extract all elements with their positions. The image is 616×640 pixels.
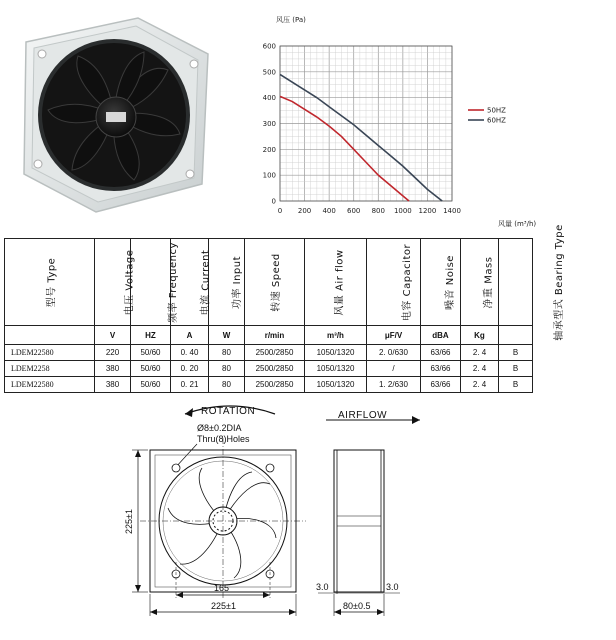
table-cell: 2500/2850 [245, 361, 305, 377]
table-cell: 0. 40 [171, 345, 209, 361]
table-cell: B [499, 377, 533, 393]
x-tick-label: 800 [371, 207, 385, 215]
table-cell: 2. 4 [461, 345, 499, 361]
header-label [550, 224, 565, 341]
header-cn: 电流 [200, 293, 212, 315]
header-en: Current [200, 249, 212, 291]
header-cn: 净重 [483, 286, 495, 308]
header-cell [367, 239, 421, 326]
table-cell: 1050/1320 [305, 361, 367, 377]
header-cell [5, 239, 95, 326]
header-cn: 轴承型式 [553, 298, 565, 341]
header-en: Type [46, 257, 57, 283]
header-cell [421, 239, 461, 326]
table-cell: 63/66 [421, 361, 461, 377]
table-cell: B [499, 361, 533, 377]
table-cell: 50/60 [131, 361, 171, 377]
legend-label: 60HZ [487, 116, 506, 125]
header-cn: 型号 [46, 285, 57, 307]
x-tick-label: 1200 [418, 207, 437, 215]
y-tick-label: 0 [271, 197, 276, 206]
header-cell [209, 239, 245, 326]
header-label [120, 249, 135, 315]
unit-cell: W [209, 326, 245, 345]
table-cell: 2500/2850 [245, 377, 305, 393]
table-cell: 0. 20 [171, 361, 209, 377]
dim-height: 225±1 [124, 509, 134, 534]
header-label [164, 242, 179, 323]
unit-cell [5, 326, 95, 345]
header-en: Voltage [124, 249, 136, 291]
table-cell: 380 [95, 377, 131, 393]
y-tick-label: 500 [262, 68, 276, 77]
dim-right-flange: 3.0 [386, 582, 399, 592]
header-cn: 频率 [167, 301, 179, 323]
header-cell [305, 239, 367, 326]
series-line-50hz [280, 96, 409, 201]
unit-cell: m³/h [305, 326, 367, 345]
header-label [228, 255, 243, 308]
header-en: Air flow [334, 248, 346, 291]
fan-side-outline [334, 450, 384, 592]
y-tick-label: 600 [262, 42, 276, 51]
dimension-drawing [0, 398, 536, 640]
table-cell: 2. 0/630 [367, 345, 421, 361]
table-unit-row [5, 326, 533, 345]
header-cn: 电容 [402, 299, 414, 321]
x-tick-label: 400 [322, 207, 336, 215]
table-cell: LDEM2258 [5, 361, 95, 377]
dim-width: 225±1 [211, 601, 236, 611]
header-label [398, 243, 413, 320]
dim-hole-pitch: 165 [214, 583, 230, 593]
performance-chart [262, 8, 536, 230]
table-cell: 2500/2850 [245, 345, 305, 361]
table-cell: B [499, 345, 533, 361]
table-cell: 2. 4 [461, 377, 499, 393]
header-label [479, 256, 494, 308]
unit-cell: HZ [131, 326, 171, 345]
header-cell [245, 239, 305, 326]
unit-cell [499, 326, 533, 345]
y-tick-label: 200 [262, 145, 276, 154]
x-tick-label: 1000 [393, 207, 412, 215]
unit-cell: V [95, 326, 131, 345]
header-en: Mass [483, 256, 495, 284]
table-cell: 1. 2/630 [367, 377, 421, 393]
header-label [441, 255, 456, 310]
x-tick-label: 1400 [443, 207, 461, 215]
y-axis-label: 风压 (Pa) [276, 16, 306, 24]
header-cn: 转速 [270, 290, 282, 312]
header-cell [461, 239, 499, 326]
unit-cell: μF/V [367, 326, 421, 345]
fan-photo [18, 14, 214, 216]
legend-label: 50HZ [487, 106, 506, 115]
table-cell: 1050/1320 [305, 377, 367, 393]
hole-spec-1: Ø8±0.2DIA [197, 423, 242, 433]
header-label [196, 249, 211, 315]
dim-left-flange: 3.0 [316, 582, 329, 592]
header-en: Input [232, 255, 244, 284]
table-cell: 80 [209, 361, 245, 377]
x-tick-label: 600 [347, 207, 361, 215]
header-cn: 风量 [334, 294, 346, 316]
table-cell: 0. 21 [171, 377, 209, 393]
header-cell [131, 239, 179, 326]
unit-cell: A [171, 326, 209, 345]
header-cn: 功率 [232, 287, 244, 309]
table-cell: 80 [209, 345, 245, 361]
table-cell: LDEM22580 [5, 377, 95, 393]
y-tick-label: 100 [262, 171, 276, 180]
table-cell: 63/66 [421, 345, 461, 361]
rotation-label: ROTATION [201, 406, 256, 417]
table-cell: 220 [95, 345, 131, 361]
table-cell: 63/66 [421, 377, 461, 393]
header-en: Capacitor [402, 243, 414, 296]
table-cell: / [367, 361, 421, 377]
table-cell: 50/60 [131, 345, 171, 361]
table-cell: LDEM22580 [5, 345, 95, 361]
unit-cell: dBA [421, 326, 461, 345]
table-cell: 80 [209, 377, 245, 393]
table-cell: 1050/1320 [305, 345, 367, 361]
header-cn: 噪音 [444, 288, 456, 310]
header-en: Frequency [167, 241, 179, 298]
header-label [267, 253, 282, 312]
table-cell: 50/60 [131, 377, 171, 393]
header-en: Speed [270, 252, 282, 287]
hole-spec-2: Thru(8)Holes [197, 434, 250, 444]
header-label [42, 257, 57, 307]
header-en: Noise [444, 254, 456, 285]
airflow-label: AIRFLOW [338, 410, 388, 421]
table-cell: 380 [95, 361, 131, 377]
dim-depth: 80±0.5 [343, 601, 371, 611]
header-label [331, 249, 346, 315]
unit-cell: r/min [245, 326, 305, 345]
x-tick-label: 200 [297, 207, 312, 215]
table-header-row [5, 239, 533, 326]
table-cell: 2. 4 [461, 361, 499, 377]
x-axis-label: 风量 (m³/h) [498, 220, 537, 228]
header-cell [95, 239, 136, 326]
y-tick-label: 400 [262, 94, 276, 103]
x-tick-label: 0 [277, 207, 283, 215]
table-row [5, 377, 533, 393]
y-tick-label: 300 [262, 120, 276, 128]
table-row [5, 345, 533, 361]
header-cn: 电压 [124, 293, 136, 315]
table-row [5, 361, 533, 377]
unit-cell: Kg [461, 326, 499, 345]
header-en: Bearing Type [553, 223, 565, 295]
